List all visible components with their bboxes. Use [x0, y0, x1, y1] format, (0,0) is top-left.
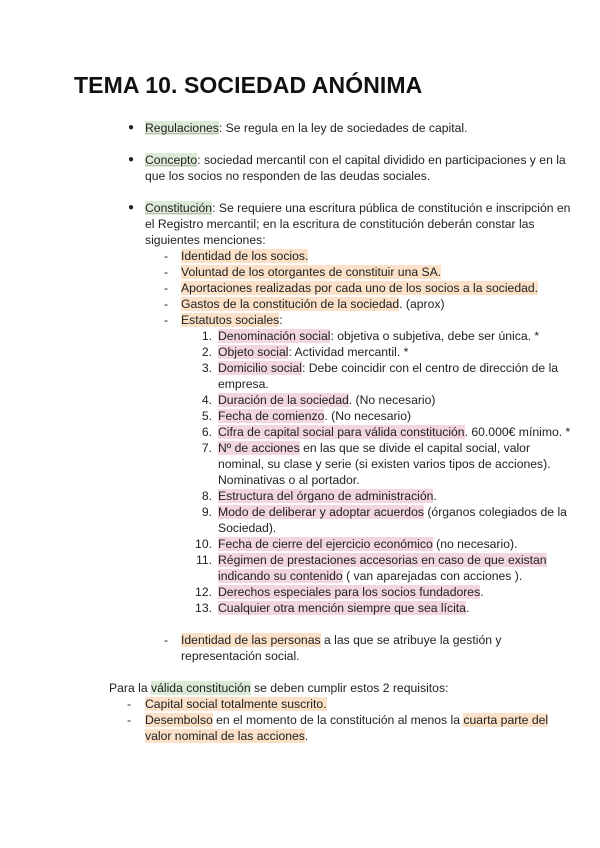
constitucion-line2: el Registro mercantil; en la escritura de constitución deberán constar las [145, 217, 535, 231]
list-number: 12. [195, 585, 212, 599]
estatuto-item [218, 344, 408, 360]
estatuto-highlight: Modo de deliberar y adoptar acuerdos [218, 505, 424, 519]
estatuto-item [218, 504, 567, 536]
list-number: 6. [201, 425, 212, 439]
list-number: 1. [201, 329, 212, 343]
mencion-item [181, 280, 538, 296]
requisitos-text: Para la [109, 681, 152, 695]
bullet-icon: ● [128, 154, 135, 165]
identidad-highlight: Identidad de las personas [181, 633, 321, 647]
mencion-text: : [279, 313, 283, 327]
dash-icon: - [164, 265, 169, 279]
estatuto-text: : Debe coincidir con el centro de dirección de la [301, 361, 559, 375]
identidad-text: representación social. [181, 649, 300, 663]
estatuto-text: ( van aparejadas con acciones ). [342, 569, 523, 583]
mencion-item [181, 264, 441, 280]
estatuto-item [218, 584, 484, 600]
dash-icon: - [164, 249, 169, 263]
mencion-highlight: Voluntad de los otorgantes de constituir una SA. [181, 265, 442, 279]
estatuto-text: . 60.000€ mínimo. * [464, 425, 571, 439]
estatuto-text: (no necesario). [432, 537, 518, 551]
estatuto-item [218, 424, 570, 440]
concepto-line2: que los socios no responden de las deudas sociales. [145, 169, 431, 183]
regulaciones-text: : Se regula en la ley de sociedades de capital. [218, 121, 468, 135]
estatuto-item [218, 552, 547, 584]
estatuto-text: en las que se divide el capital social, valor [299, 441, 531, 455]
regulaciones-item [145, 120, 468, 136]
requisito-highlight: cuarta parte del [463, 713, 549, 727]
estatuto-text: empresa. [218, 377, 269, 391]
dash-icon: - [127, 697, 132, 711]
bullet-icon: ● [128, 202, 135, 213]
list-number: 11. [195, 553, 212, 567]
list-number: 10. [195, 537, 212, 551]
estatuto-item [218, 488, 437, 504]
estatuto-item [218, 328, 539, 344]
estatuto-highlight: Cualquier otra mención siempre que sea lícita [218, 601, 466, 615]
requisito-item [145, 712, 548, 744]
requisitos-highlight: válida constitución [151, 681, 251, 695]
page-title: TEMA 10. SOCIEDAD ANÓNIMA [74, 72, 423, 98]
estatuto-highlight: Nº de acciones [218, 441, 300, 455]
list-number: 9. [201, 505, 212, 519]
list-number: 4. [201, 393, 212, 407]
concepto-line1: : sociedad mercantil con el capital dividido en participaciones y en la [197, 153, 566, 167]
requisito-highlight: Desembolso [145, 713, 213, 727]
estatuto-highlight: Cifra de capital social para válida constitución [218, 425, 465, 439]
estatuto-text: . [433, 489, 437, 503]
list-number: 7. [201, 441, 212, 455]
estatuto-text: . [480, 585, 484, 599]
mencion-item [181, 312, 283, 328]
mencion-text: . (aprox) [399, 297, 445, 311]
regulaciones-term: Regulaciones [145, 121, 219, 135]
concepto-term: Concepto [145, 153, 198, 167]
estatuto-highlight: Fecha de comienzo [218, 409, 325, 423]
dash-icon: - [164, 633, 169, 647]
dash-icon: - [127, 713, 132, 727]
estatuto-highlight: Denominación social [218, 329, 331, 343]
requisito-highlight: Capital social totalmente suscrito. [145, 697, 327, 711]
constitucion-line3: siguientes menciones: [145, 233, 266, 247]
dash-icon: - [164, 313, 169, 327]
estatuto-text: : objetiva o subjetiva, debe ser única. * [330, 329, 540, 343]
estatuto-item [218, 440, 551, 488]
estatuto-item [218, 408, 411, 424]
estatuto-highlight: Objeto social [218, 345, 289, 359]
dash-icon: - [164, 281, 169, 295]
constitucion-term: Constitución [145, 201, 213, 215]
estatuto-text: : Actividad mercantil. * [288, 345, 409, 359]
requisito-text: en el momento de la constitución al menos la [212, 713, 464, 727]
estatuto-item [218, 360, 558, 392]
estatuto-text: . (No necesario) [324, 409, 412, 423]
estatuto-highlight: Estructura del órgano de administración [218, 489, 434, 503]
mencion-item [181, 248, 308, 264]
constitucion-item [145, 200, 570, 248]
mencion-highlight: Identidad de los socios. [181, 249, 309, 263]
requisito-highlight: valor nominal de las acciones [145, 729, 305, 743]
constitucion-line1: : Se requiere una escritura pública de constitución e inscripción en [212, 201, 571, 215]
dash-icon: - [164, 297, 169, 311]
estatuto-highlight: Régimen de prestaciones accesorias en caso de que existan [218, 553, 547, 567]
estatuto-text: nominal, su clase y serie (si existen varios tipos de acciones). [218, 457, 551, 471]
estatuto-highlight: Duración de la sociedad [218, 393, 349, 407]
list-number: 2. [201, 345, 212, 359]
estatuto-highlight: Derechos especiales para los socios fundadores [218, 585, 481, 599]
estatuto-text: . (No necesario) [348, 393, 436, 407]
mencion-item [181, 296, 445, 312]
estatuto-item [218, 392, 435, 408]
estatuto-item [218, 536, 517, 552]
estatuto-text: Sociedad). [218, 521, 277, 535]
estatuto-text: . [465, 601, 470, 615]
list-number: 5. [201, 409, 212, 423]
requisitos-intro [109, 680, 448, 696]
mencion-highlight: Aportaciones realizadas por cada uno de los socios a la sociedad. [181, 281, 539, 295]
identidad-item [181, 632, 501, 664]
list-number: 3. [201, 361, 212, 375]
estatuto-text: Nominativas o al portador. [218, 473, 360, 487]
estatuto-highlight: indicando su contenido [218, 569, 343, 583]
estatuto-item [218, 600, 469, 616]
requisitos-text: se deben cumplir estos 2 requisitos: [250, 681, 449, 695]
concepto-item [145, 152, 566, 184]
mencion-highlight: Gastos de la constitución de la sociedad [181, 297, 400, 311]
estatuto-highlight: Domicilio social [218, 361, 302, 375]
requisito-text: . [304, 729, 309, 743]
identidad-text: a las que se atribuye la gestión y [320, 633, 502, 647]
requisito-item [145, 696, 327, 712]
bullet-icon: ● [128, 122, 135, 133]
list-number: 8. [201, 489, 212, 503]
estatuto-text: (órganos colegiados de la [423, 505, 567, 519]
list-number: 13. [195, 601, 212, 615]
estatuto-highlight: Fecha de cierre del ejercicio económico [218, 537, 433, 551]
mencion-highlight: Estatutos sociales [181, 313, 280, 327]
